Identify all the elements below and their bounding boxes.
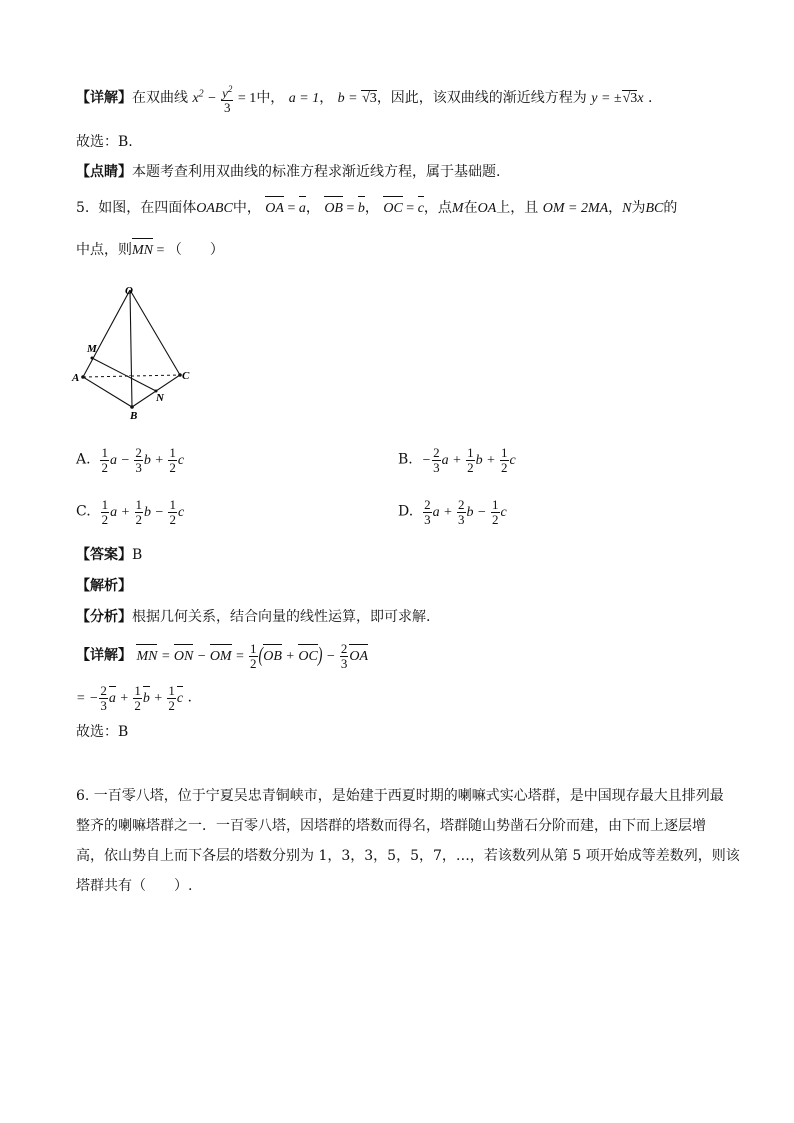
b-value-label: b = [337,90,362,106]
q5-fenxi: 【分析】根据几何关系，结合向量的线性运算，即可求解. [76,609,431,625]
q5-choose: 故选：B [76,724,129,740]
tetrahedron-figure [70,282,200,422]
q6-line-1: 6. 一百零八塔，位于宁夏吴忠青铜峡市，是始建于西夏时期的喇嘛式实心塔群，是中国现存最大且排列最 [76,788,724,804]
q5-analysis-tag: 【解析】 [76,578,132,594]
label-c: C [182,370,190,382]
option-b[interactable]: B. − $\frac{2}{3}$ a + $\frac{1}{2}$ b + $\frac{1}{2}$ c [398,445,516,475]
q6-line-3: 高，依山势自上而下各层的塔数分别为 1，3，3，5，5，7，…，若该数列从第 5 项开始成等差数列，则该 [76,848,740,864]
tetrahedron-name: OABC [196,201,233,216]
q5-detail-result: = − $\frac{2}{3}$ a + $\frac{1}{2}$ b + $\frac{1}{2}$ c . [76,683,192,713]
comment-tag: 【点睛】 [76,164,132,180]
option-c[interactable]: C. $\frac{1}{2}$ a + $\frac{1}{2}$ b − $\frac{1}{2}$ c [76,497,185,527]
q6-line-4: 塔群共有（ ）. [76,878,193,894]
q4-detail-line: 【详解】在双曲线 $x^2$ − $\frac{y^2}{3}$ = 1中， a = 1， b = √3，因此，该双曲线的渐近线方程为 y = ±√3x . [76,84,653,116]
q4-detail-pre: 在双曲线 [132,89,188,106]
q4-comment: 【点睛】本题考查利用双曲线的标准方程求渐近线方程，属于基础题. [76,164,501,180]
label-n: N [156,392,164,404]
sqrt-3: √3 [362,90,377,106]
label-m: M [87,343,97,355]
q5-detail: 【详解】 MN = ON − OM = $\frac{1}{2}$ (OB + OC) − $\frac{2}{3}$ OA [76,641,369,671]
q5-stem-line1: 5. 如图，在四面体OABC中， OA = a， OB = b， OC = c，点M在OA上，且 OM = 2MA，N为BC的 [76,198,677,219]
q5-answer: 【答案】B [76,547,143,563]
asymptote-eq: y = ± [591,90,622,106]
segment-mn [92,358,156,391]
label-o: O [125,285,133,297]
a-value: a = 1 [288,90,320,106]
edge-oc [130,290,180,375]
q6-line-2: 整齐的喇嘛塔群之一．一百零八塔，因塔群的塔数而得名，塔群随山势凿石分阶而建，由下而上逐层增 [76,818,706,834]
q5-stem-line2: 中点，则MN = （ ） [76,240,224,261]
hyperbola-equation: $x^2$ − $\frac{y^2}{3}$ = 1 [192,84,257,116]
q4-choose: 故选：B. [76,134,133,150]
label-a: A [72,372,80,384]
q4-detail-mid1: 中， [256,89,285,106]
q4-detail-mid2: ，因此，该双曲线的渐近线方程为 [376,89,587,106]
edge-ab [83,377,132,407]
edge-oa [83,290,130,377]
detail-tag: 【详解】 [76,89,132,106]
om-relation: OM = 2MA [542,201,609,216]
option-a[interactable]: A. $\frac{1}{2}$ a − $\frac{2}{3}$ b + $\frac{1}{2}$ c [76,445,185,475]
edge-ob [130,290,132,407]
label-b: B [130,410,138,422]
option-d[interactable]: D. $\frac{2}{3}$ a + $\frac{2}{3}$ b − $\frac{1}{2}$ c [398,497,507,527]
